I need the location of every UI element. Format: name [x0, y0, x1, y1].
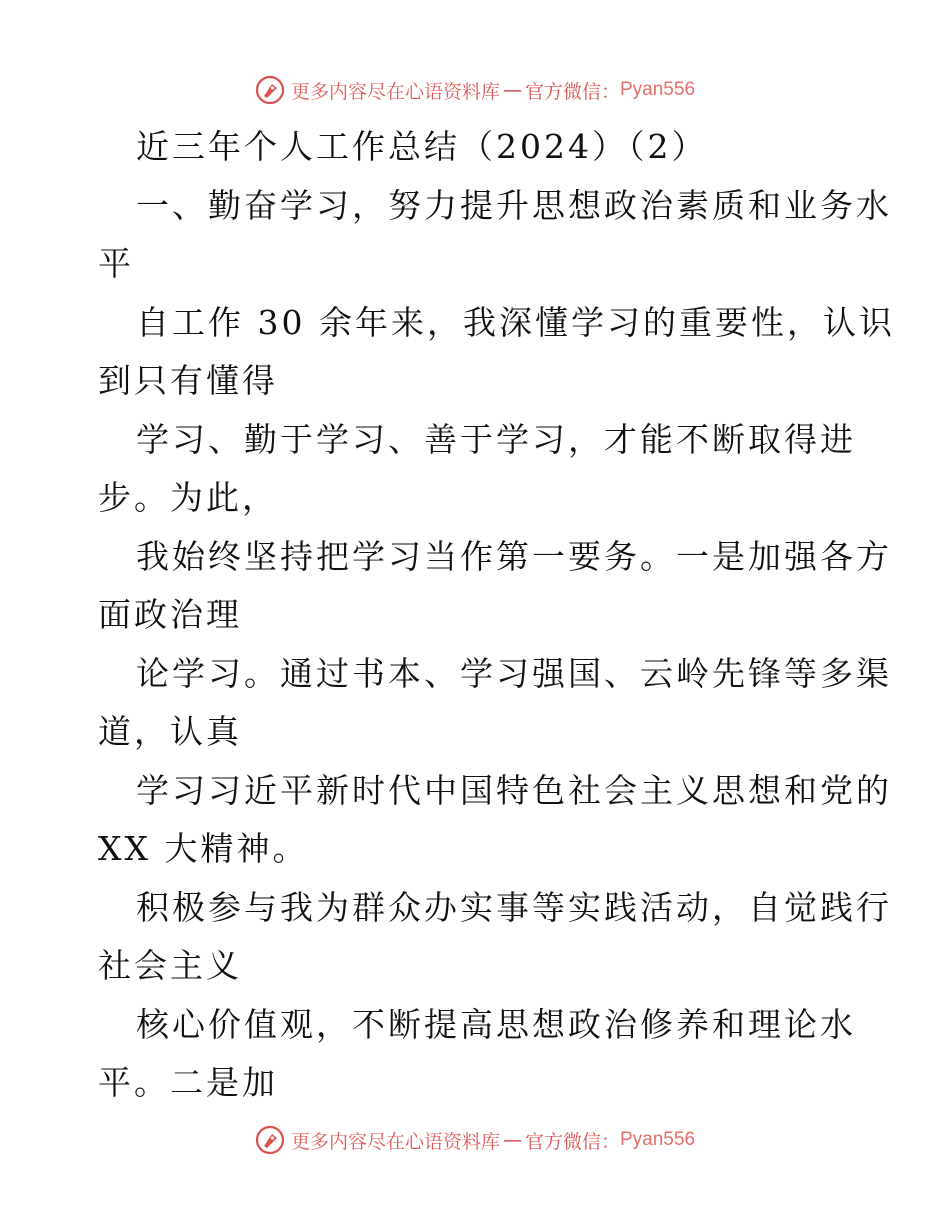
text-line: 平。二是加 — [98, 1063, 278, 1102]
text-line: 自工作 30 余年来，我深懂学习的重要性，认识 — [136, 302, 895, 342]
pen-nib-icon — [255, 1125, 285, 1155]
text-line: 我始终坚持把学习当作第一要务。一是加强各方 — [136, 536, 892, 576]
watermark-separator: — — [502, 79, 522, 101]
text-line: 步。为此， — [98, 478, 278, 517]
header-watermark — [0, 70, 950, 110]
text-line: 到只有懂得 — [98, 361, 278, 400]
watermark-wechat-label: 官方微信： — [524, 80, 620, 103]
watermark-separator: — — [502, 1129, 522, 1151]
text-line: 核心价值观，不断提高思想政治修养和理论水 — [136, 1004, 856, 1044]
text-line: 平 — [98, 244, 134, 283]
pen-nib-icon — [255, 75, 285, 105]
footer-watermark — [0, 1120, 950, 1160]
text-line: 面政治理 — [98, 595, 242, 634]
watermark-wechat-label: 官方微信： — [524, 1130, 620, 1153]
text-line: 学习习近平新时代中国特色社会主义思想和党的 — [136, 770, 892, 810]
text-line: 学习、勤于学习、善于学习，才能不断取得进 — [136, 419, 856, 459]
text-line: 一、勤奋学习，努力提升思想政治素质和业务水 — [136, 185, 892, 225]
watermark-text: 更多内容尽在心语资料库 — [290, 1130, 500, 1153]
watermark-text: 更多内容尽在心语资料库 — [290, 80, 500, 103]
watermark-wechat-id: Pyan556 — [620, 79, 696, 100]
watermark-wechat-id: Pyan556 — [620, 1129, 696, 1150]
text-line: 道，认真 — [98, 712, 242, 751]
document-body — [98, 118, 895, 1113]
text-line: 积极参与我为群众办实事等实践活动，自觉践行 — [136, 887, 892, 927]
document-title: 近三年个人工作总结（2024）（2） — [136, 127, 708, 166]
text-line: 论学习。通过书本、学习强国、云岭先锋等多渠 — [136, 653, 892, 693]
text-line: 社会主义 — [98, 946, 242, 985]
text-line: XX 大精神。 — [98, 829, 309, 868]
